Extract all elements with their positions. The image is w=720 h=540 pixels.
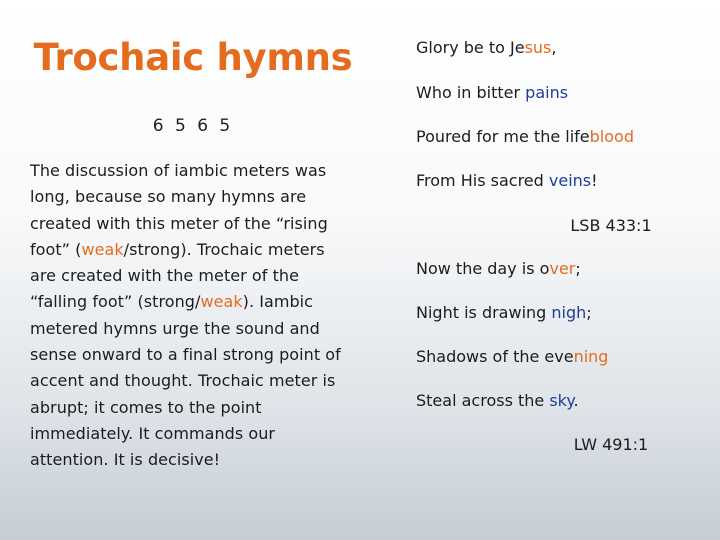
stressed-syllable: pains (525, 83, 569, 102)
weak-highlight: weak (81, 239, 124, 259)
hymn1-line4 (416, 171, 598, 190)
hymn1-line2 (416, 83, 568, 102)
line-punct: ! (591, 171, 598, 190)
stressed-syllable: veins (548, 171, 592, 190)
hymn2-line4 (416, 391, 579, 410)
line-punct: . (573, 391, 579, 410)
body-text-part: ). Iambic metered hymns urge the sound and sense onward to a final strong point of accent and thought. Trochaic meter is abrupt; it comes to the point immediately. It commands our attention. It is decisive! (30, 292, 341, 470)
stressed-syllable: sus (524, 38, 552, 57)
hymn1-source: LSB 433:1 (570, 216, 652, 235)
body-paragraph (30, 158, 348, 474)
line-punct: ; (586, 303, 592, 322)
line-text: From His sacred (416, 171, 549, 190)
body-text-part: /strong). Trochaic meters are created with the meter of the “falling foot” (strong/ (30, 239, 325, 312)
stressed-syllable: sky (549, 391, 574, 410)
meter-pattern: 6 5 6 5 (152, 116, 234, 136)
stressed-syllable: ning (573, 347, 609, 366)
line-punct: ; (575, 259, 581, 278)
stressed-syllable: ver (549, 259, 576, 278)
line-punct: , (551, 38, 557, 57)
hymn1-line1 (416, 38, 556, 57)
line-text: Poured for me the life (416, 127, 590, 146)
line-text: Steal across the (416, 391, 550, 410)
hymn1-line3 (416, 127, 634, 146)
slide-title: Trochaic hymns (33, 36, 353, 79)
line-text: Who in bitter (416, 83, 526, 102)
line-text: Night is drawing (416, 303, 552, 322)
line-text: Now the day is o (416, 259, 550, 278)
hymn2-line3 (416, 347, 608, 366)
stressed-syllable: nigh (551, 303, 587, 322)
line-text: Shadows of the eve (416, 347, 574, 366)
weak-highlight: weak (200, 292, 243, 312)
hymn2-source: LW 491:1 (573, 435, 649, 454)
hymn2-line2 (416, 303, 592, 322)
stressed-syllable: blood (589, 127, 634, 146)
body-text-part: The discussion of iambic meters was long, because so many hymns are created with this meter of the “rising foot” ( (30, 161, 328, 259)
line-text: Glory be to Je (416, 38, 525, 57)
hymn2-line1 (416, 259, 581, 278)
